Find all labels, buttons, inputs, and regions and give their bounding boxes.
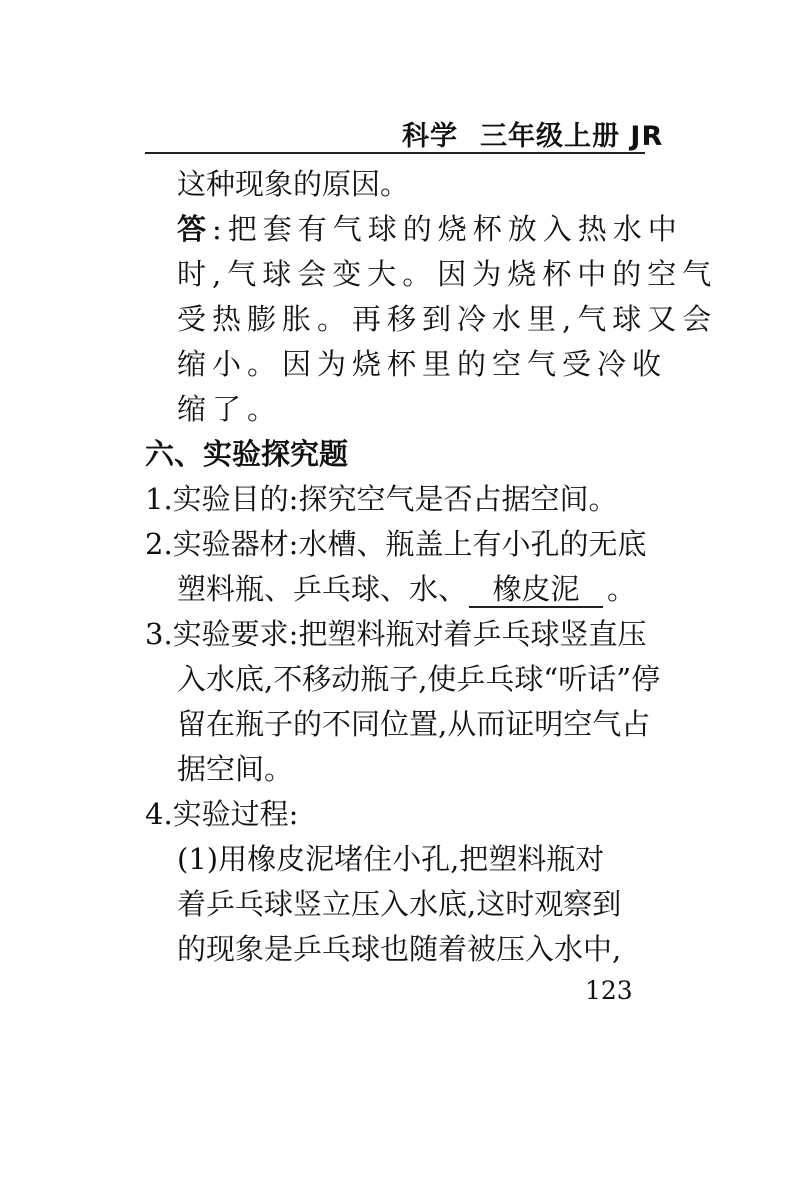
item-2-prefix: 塑料瓶、乒乓球、水、: [177, 572, 468, 606]
header-grade: 三年级上册 JR: [480, 121, 664, 152]
item-4-line-1: (1)用橡皮泥堵住小孔,把塑料瓶对: [177, 842, 605, 876]
answer-line-5: 缩了。: [177, 392, 283, 426]
fill-in-blank: 橡皮泥: [469, 572, 603, 608]
item-3-line-1: 3.实验要求:把塑料瓶对着乒乓球竖直压: [145, 617, 647, 651]
answer-text-1: :把套有气球的烧杯放入热水中: [212, 212, 683, 246]
item-2-suffix: 。: [607, 572, 637, 606]
page-header: [402, 114, 663, 153]
item-4-line-2: 着乒乓球竖立压入水底,这时观察到: [177, 887, 622, 921]
item-1: 1.实验目的:探究空气是否占据空间。: [145, 482, 618, 516]
item-3-line-3: 留在瓶子的不同位置,从而证明空气占: [177, 707, 651, 741]
answer-line-2: 时,气球会变大。因为烧杯中的空气: [177, 257, 718, 291]
header-subject: 科学: [402, 121, 458, 152]
header-rule: [145, 152, 645, 154]
item-2-line-1: 2.实验器材:水槽、瓶盖上有小孔的无底: [145, 527, 647, 561]
item-2-line-2: [177, 571, 636, 608]
section-title: 六、实验探究题: [145, 437, 349, 471]
page-number: 123: [585, 976, 633, 1005]
answer-line-1: [177, 211, 683, 247]
item-4-line-3: 的现象是乒乓球也随着被压入水中,: [177, 932, 622, 966]
continuation-line: 这种现象的原因。: [177, 167, 410, 201]
item-4-title: 4.实验过程:: [145, 797, 299, 831]
answer-label: 答: [177, 212, 213, 246]
item-3-line-4: 据空间。: [177, 752, 294, 786]
item-3-line-2: 入水底,不移动瓶子,使乒乓球“听话”停: [177, 662, 661, 696]
answer-line-3: 受热膨胀。再移到冷水里,气球又会: [177, 302, 718, 336]
answer-line-4: 缩小。因为烧杯里的空气受冷收: [177, 347, 668, 381]
